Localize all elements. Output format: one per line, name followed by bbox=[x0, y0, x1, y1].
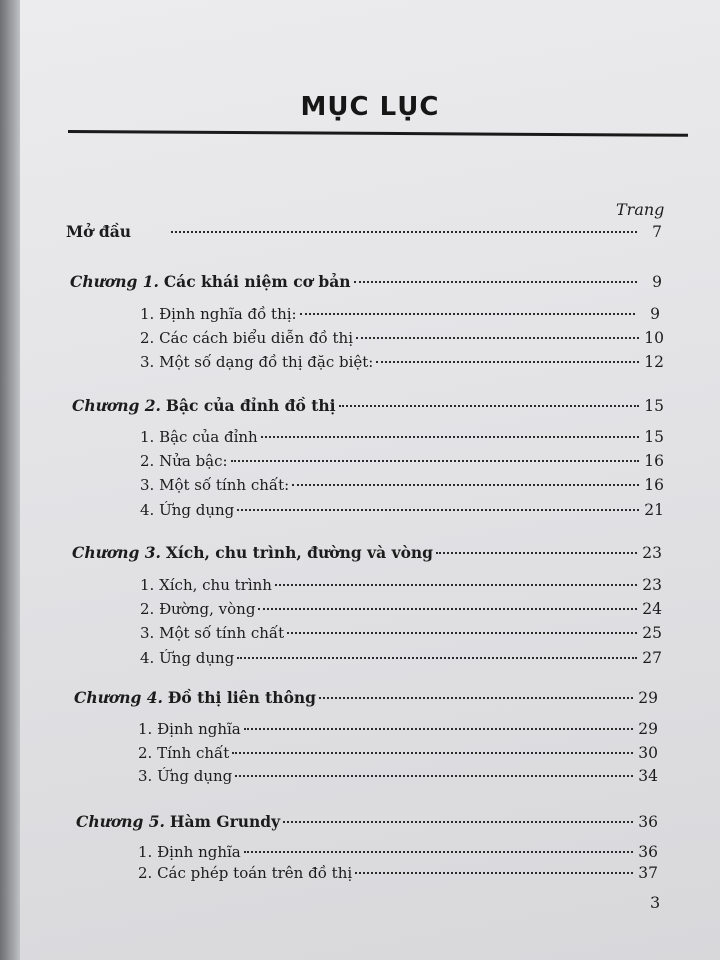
dot-leader bbox=[275, 584, 637, 586]
toc-section[interactable] bbox=[140, 452, 664, 470]
toc-section-page: 16 bbox=[644, 452, 664, 470]
toc-section-label: 3. Ứng dụng bbox=[138, 767, 233, 785]
toc-entry-page: 7 bbox=[652, 223, 662, 241]
table-of-contents bbox=[20, 0, 720, 960]
toc-section[interactable] bbox=[140, 305, 660, 323]
dot-leader bbox=[232, 752, 633, 754]
toc-entry-page: 36 bbox=[638, 813, 658, 831]
toc-section[interactable] bbox=[140, 649, 662, 667]
toc-section-page: 24 bbox=[642, 600, 662, 618]
toc-section[interactable] bbox=[140, 600, 662, 618]
dot-leader bbox=[355, 872, 633, 874]
dot-leader bbox=[319, 697, 633, 699]
toc-section[interactable] bbox=[140, 353, 664, 371]
toc-section-label: 1. Bậc của đỉnh bbox=[140, 428, 258, 446]
dot-leader bbox=[244, 728, 633, 730]
dot-leader bbox=[339, 405, 639, 407]
toc-section-label: 3. Một số tính chất bbox=[140, 624, 285, 642]
chapter-title: Đồ thị liên thông bbox=[167, 688, 317, 707]
toc-section-page: 9 bbox=[650, 305, 660, 323]
toc-section[interactable] bbox=[138, 864, 658, 882]
toc-chapter-1[interactable] bbox=[70, 272, 662, 291]
toc-section[interactable] bbox=[138, 767, 658, 785]
toc-section-label: 4. Ứng dụng bbox=[140, 501, 235, 519]
dot-leader bbox=[283, 821, 633, 823]
toc-section-page: 15 bbox=[644, 428, 664, 446]
toc-page bbox=[20, 0, 720, 960]
toc-entry-page: 23 bbox=[642, 544, 662, 562]
toc-section-label: 1. Xích, chu trình bbox=[140, 576, 272, 594]
toc-section[interactable] bbox=[140, 576, 662, 594]
toc-section[interactable] bbox=[140, 501, 664, 519]
chapter-title: Bậc của đỉnh đồ thị bbox=[165, 396, 336, 415]
toc-chapter-2[interactable] bbox=[72, 396, 664, 415]
dot-leader bbox=[354, 281, 637, 283]
toc-section-label: 4. Ứng dụng bbox=[140, 649, 235, 667]
dot-leader bbox=[261, 436, 639, 438]
chapter-title: Các khái niệm cơ bản bbox=[163, 272, 351, 291]
chapter-prefix: Chương 5. bbox=[76, 812, 165, 831]
toc-chapter-4[interactable] bbox=[74, 688, 658, 707]
toc-section-label: 2. Tính chất bbox=[138, 744, 230, 762]
toc-section-page: 34 bbox=[638, 767, 658, 785]
toc-entry-label: Mở đầu bbox=[66, 222, 132, 241]
toc-section-label: 1. Định nghĩa đồ thị: bbox=[140, 305, 297, 323]
toc-section[interactable] bbox=[140, 476, 664, 494]
dot-leader bbox=[300, 313, 635, 315]
dot-leader bbox=[258, 608, 637, 610]
toc-section-label: 3. Một số tính chất: bbox=[140, 476, 290, 494]
page-title: MỤC LỤC bbox=[300, 92, 440, 122]
toc-section-label: 2. Các phép toán trên đồ thị bbox=[138, 864, 353, 882]
dot-leader bbox=[436, 552, 637, 554]
chapter-title: Hàm Grundy bbox=[169, 812, 281, 831]
toc-section-label: 1. Định nghĩa bbox=[138, 843, 241, 861]
chapter-title: Xích, chu trình, đường và vòng bbox=[165, 543, 434, 562]
toc-chapter-5[interactable] bbox=[76, 812, 658, 831]
toc-section[interactable] bbox=[138, 720, 658, 738]
toc-section-page: 37 bbox=[638, 864, 658, 882]
dot-leader bbox=[244, 851, 633, 853]
dot-leader bbox=[356, 337, 639, 339]
toc-section-page: 10 bbox=[644, 329, 664, 347]
dot-leader bbox=[376, 361, 639, 363]
toc-section[interactable] bbox=[140, 428, 664, 446]
toc-section-page: 16 bbox=[644, 476, 664, 494]
toc-section[interactable] bbox=[138, 843, 658, 861]
toc-section-page: 36 bbox=[638, 843, 658, 861]
chapter-prefix: Chương 4. bbox=[74, 688, 163, 707]
dot-leader bbox=[171, 231, 637, 233]
dot-leader bbox=[235, 775, 633, 777]
dot-leader bbox=[231, 460, 639, 462]
toc-section[interactable] bbox=[140, 329, 664, 347]
toc-section-page: 25 bbox=[642, 624, 662, 642]
chapter-prefix: Chương 1. bbox=[70, 272, 159, 291]
toc-section[interactable] bbox=[138, 744, 658, 762]
toc-entry-page: 15 bbox=[644, 397, 664, 415]
toc-section-page: 29 bbox=[638, 720, 658, 738]
toc-chapter-3[interactable] bbox=[72, 543, 662, 562]
dot-leader bbox=[287, 632, 637, 634]
page-number: 3 bbox=[650, 893, 661, 912]
dot-leader bbox=[237, 509, 639, 511]
toc-section-label: 2. Đường, vòng bbox=[140, 600, 256, 618]
chapter-prefix: Chương 3. bbox=[72, 543, 161, 562]
toc-entry-page: 29 bbox=[638, 689, 658, 707]
toc-section-page: 30 bbox=[638, 744, 658, 762]
toc-section-page: 23 bbox=[642, 576, 662, 594]
toc-section-label: 2. Nửa bậc: bbox=[140, 452, 228, 470]
toc-section-page: 21 bbox=[644, 501, 664, 519]
toc-section-label: 1. Định nghĩa bbox=[138, 720, 241, 738]
book-spine-shadow bbox=[0, 0, 22, 960]
toc-section-label: 3. Một số dạng đồ thị đặc biệt: bbox=[140, 353, 374, 371]
toc-section-page: 12 bbox=[644, 353, 664, 371]
chapter-prefix: Chương 2. bbox=[72, 396, 161, 415]
toc-section[interactable] bbox=[140, 624, 662, 642]
dot-leader bbox=[237, 657, 637, 659]
toc-entry-page: 9 bbox=[652, 273, 662, 291]
toc-section-page: 27 bbox=[642, 649, 662, 667]
toc-entry-intro[interactable] bbox=[66, 222, 662, 241]
toc-section-label: 2. Các cách biểu diễn đồ thị bbox=[140, 329, 353, 347]
page-column-header: Trang bbox=[616, 200, 665, 219]
dot-leader bbox=[292, 484, 639, 486]
